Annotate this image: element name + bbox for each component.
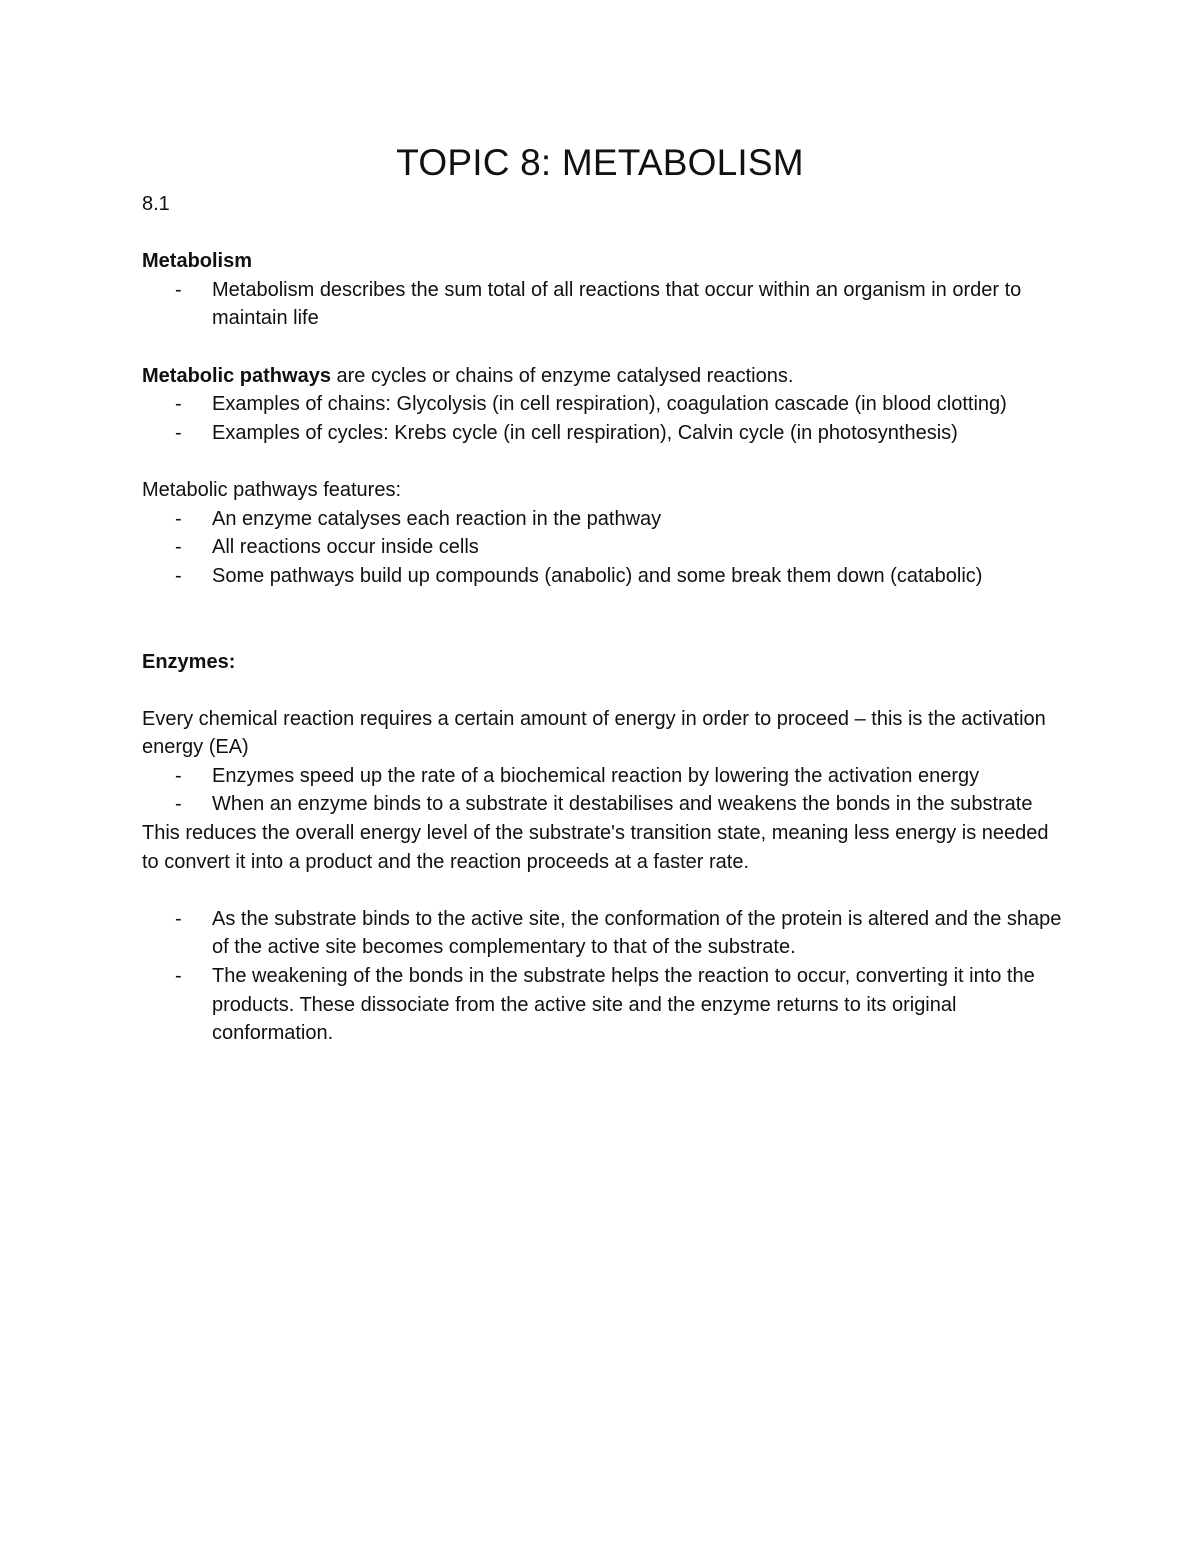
pathways-definition-text: are cycles or chains of enzyme catalysed reactions. [330,364,794,387]
list-item [142,419,1062,448]
dash-bullet: - [175,393,182,416]
dash-bullet: - [175,564,182,587]
blank-line [142,676,1062,705]
features-heading: Metabolic pathways features: [142,478,402,501]
list-item [142,562,1062,591]
dash-bullet: - [175,965,182,988]
list-item [142,790,1062,819]
dash-bullet: - [175,793,182,816]
page-title: TOPIC 8: METABOLISM [396,142,804,183]
list-item-text: An enzyme catalyses each reaction in the pathway [212,507,662,530]
enzymes-list-1 [142,762,1062,819]
list-item-text: Enzymes speed up the rate of a biochemical reaction by lowering the activation energy [212,764,980,787]
blank-line [142,590,1062,619]
list-item [142,390,1062,419]
section-number: 8.1 [142,193,170,215]
enzymes-intro: Every chemical reaction requires a certain amount of energy in order to proceed – this is the activation energy (EA) [142,707,1046,759]
metabolism-list [142,276,1062,333]
list-item [142,905,1062,962]
blank-line [142,447,1062,476]
list-item [142,505,1062,534]
enzymes-list-2 [142,905,1062,1048]
dash-bullet: - [175,278,182,301]
metabolism-heading: Metabolism [142,250,253,273]
enzymes-heading: Enzymes: [142,650,236,673]
dash-bullet: - [175,421,182,444]
dash-bullet: - [175,536,182,559]
list-item [142,962,1062,1048]
list-item-text: When an enzyme binds to a substrate it destabilises and weakens the bonds in the substrate [212,793,1033,816]
blank-line [142,619,1062,648]
list-item-text: The weakening of the bonds in the substrate helps the reaction to occur, converting it into the products. These dissociate from the active site and the enzyme returns to its original conformation. [212,965,1035,1045]
dash-bullet: - [175,764,182,787]
pathways-list [142,390,1062,447]
blank-line [142,219,1062,248]
list-item-text: Examples of chains: Glycolysis (in cell respiration), coagulation cascade (in blood clotting) [212,393,1007,416]
list-item-text: Examples of cycles: Krebs cycle (in cell respiration), Calvin cycle (in photosynthesis) [212,421,958,444]
dash-bullet: - [175,907,182,930]
pathways-term: Metabolic pathways [142,364,331,387]
list-item-text: As the substrate binds to the active site, the conformation of the protein is altered and the shape of the active site becomes complementary to that of the substrate. [212,907,1062,959]
pathways-definition [142,362,1062,391]
list-item-text: Metabolism describes the sum total of all reactions that occur within an organism in order to maintain life [212,278,1022,330]
features-list [142,505,1062,591]
enzymes-summary: This reduces the overall energy level of the substrate's transition state, meaning less energy is needed to convert it into a product and the reaction proceeds at a faster rate. [142,822,1049,873]
blank-line [142,333,1062,362]
document-body [142,190,1062,1048]
list-item [142,276,1062,333]
list-item [142,533,1062,562]
list-item-text: All reactions occur inside cells [212,536,479,559]
dash-bullet: - [175,507,182,530]
list-item-text: Some pathways build up compounds (anabolic) and some break them down (catabolic) [212,564,983,587]
list-item [142,762,1062,791]
blank-line [142,876,1062,905]
